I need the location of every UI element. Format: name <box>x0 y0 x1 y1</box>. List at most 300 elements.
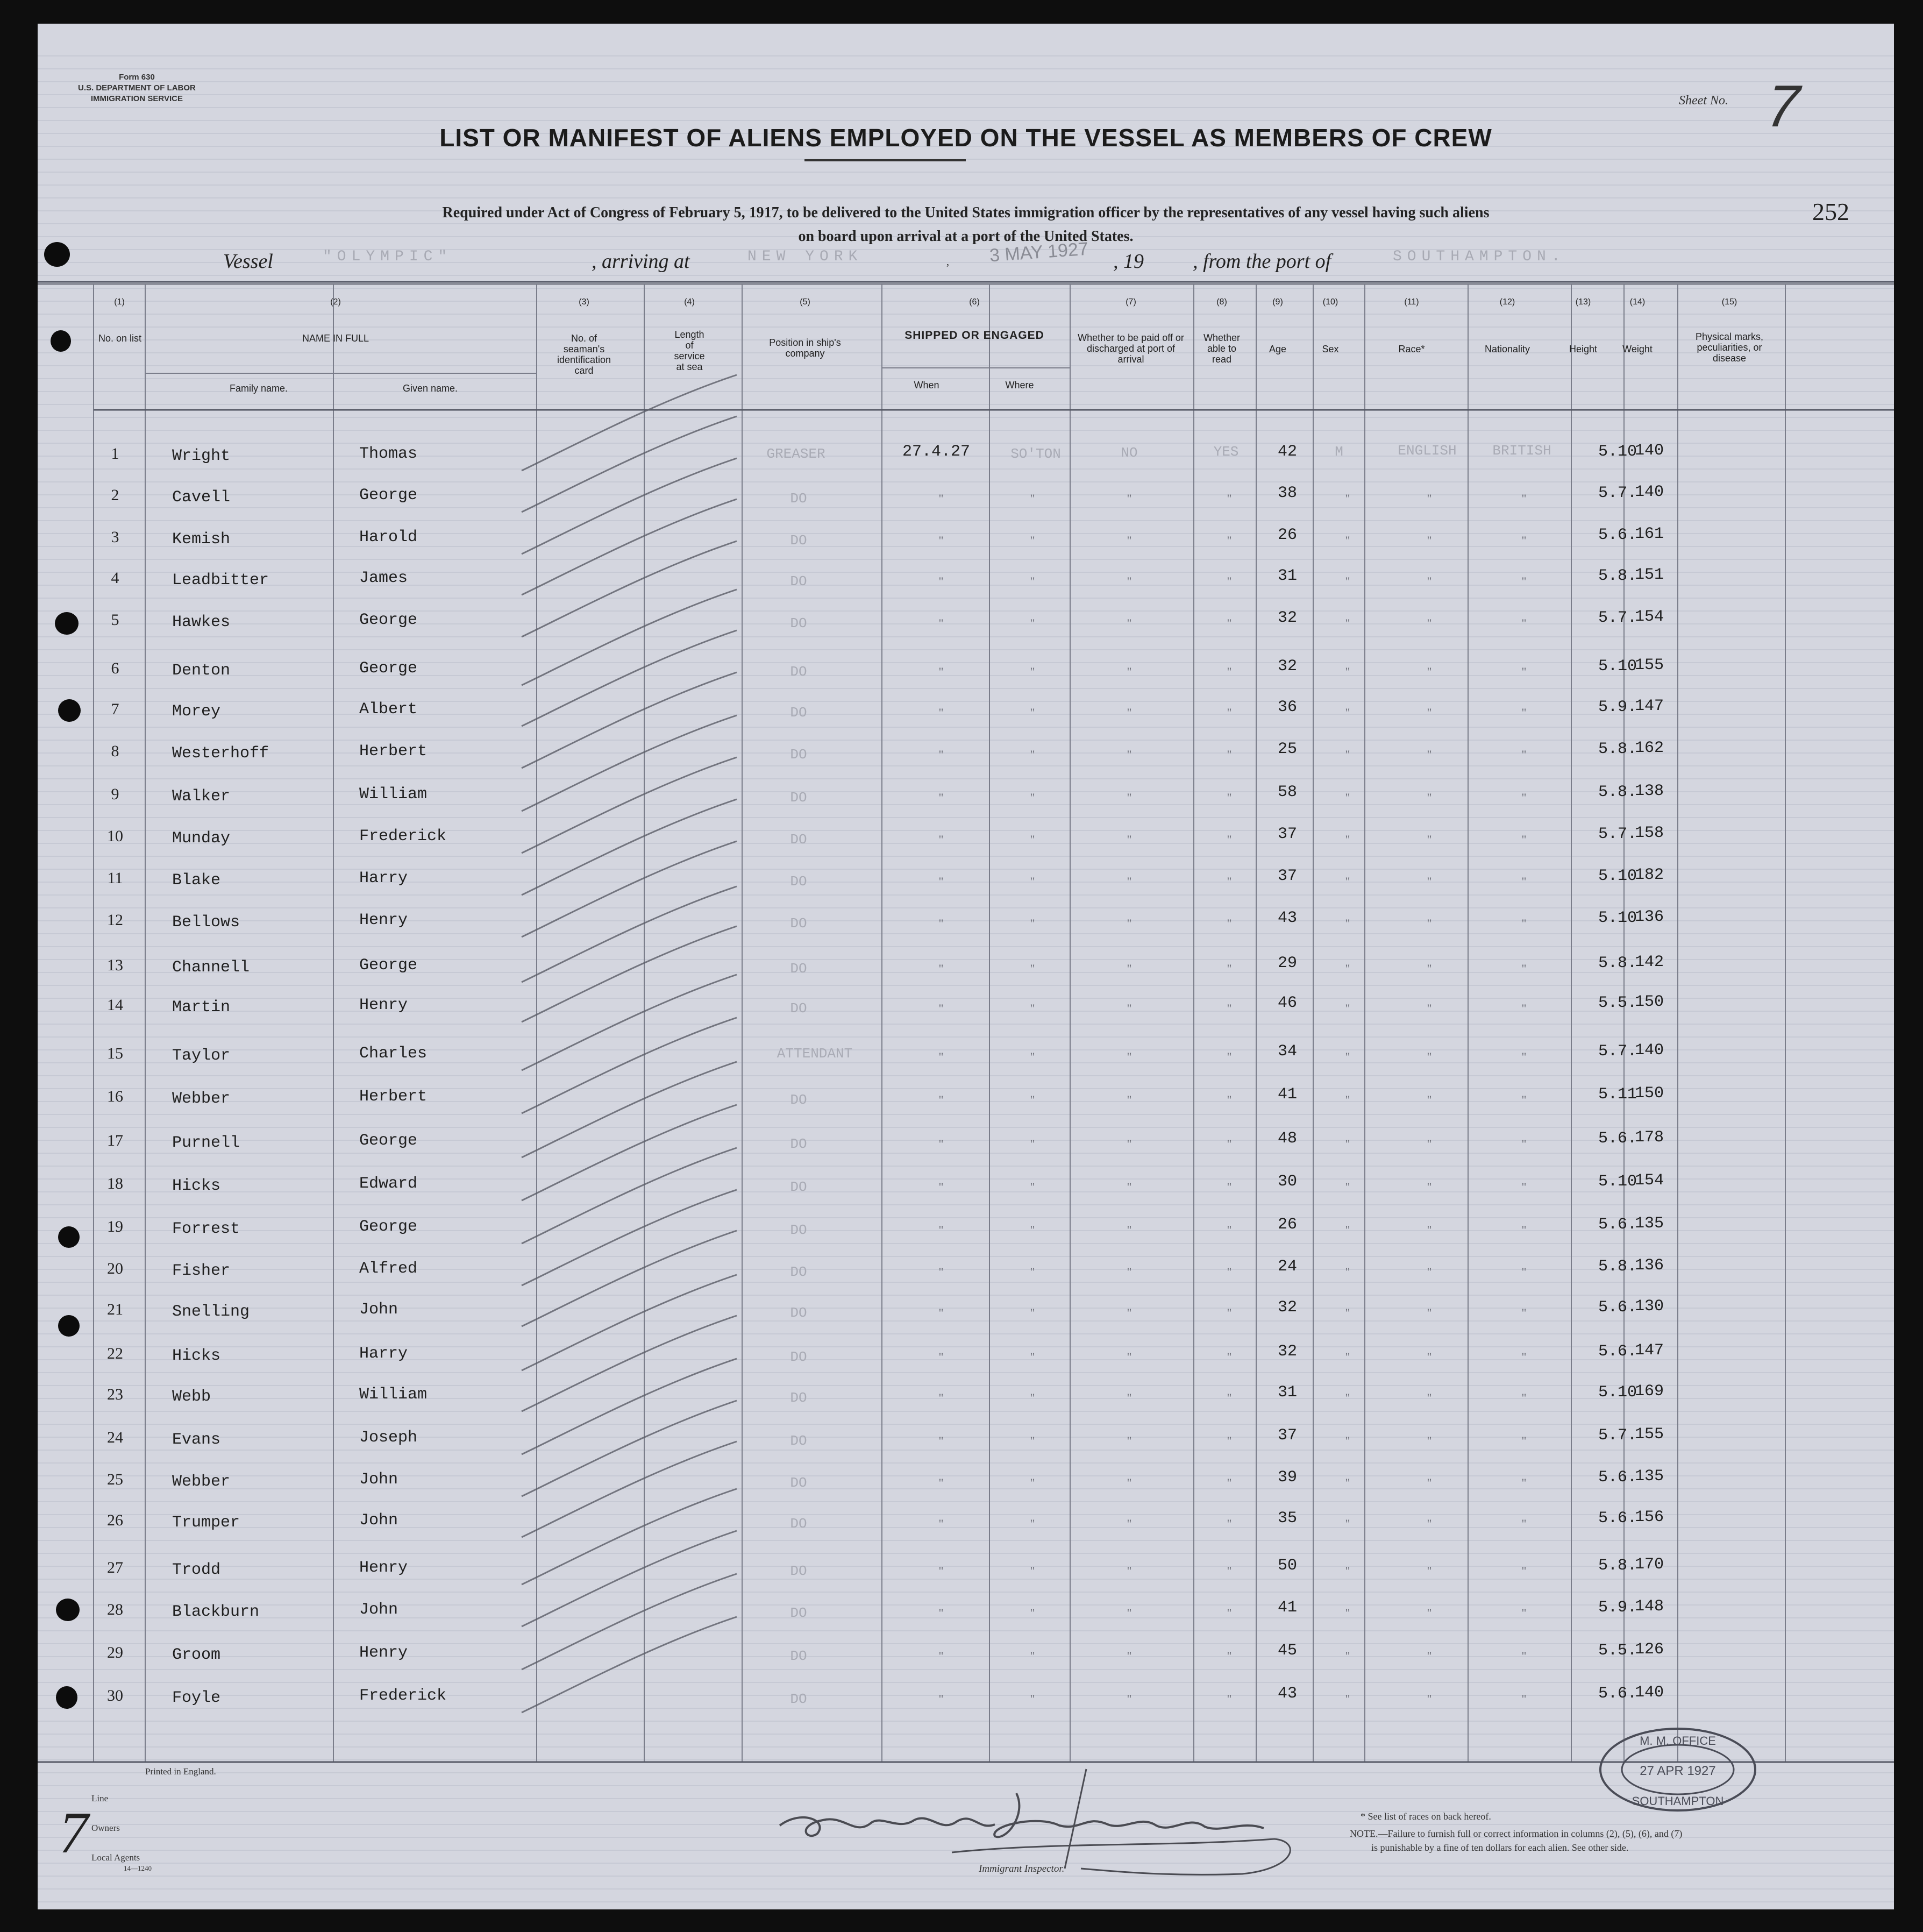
family-name: Hicks <box>172 1347 221 1365</box>
row-number: 1 <box>111 445 119 463</box>
shipped-where-ditto: " <box>1030 1692 1035 1706</box>
paid-off-ditto: " <box>1127 1476 1132 1489</box>
given-name: Joseph <box>359 1429 418 1447</box>
position: DO <box>790 1648 807 1664</box>
sex-ditto: " <box>1345 1050 1350 1063</box>
race-ditto: " <box>1427 492 1432 505</box>
shipped-where-ditto: " <box>1030 616 1035 630</box>
family-name: Purnell <box>172 1134 240 1152</box>
given-name: Edward <box>359 1175 418 1193</box>
office-stamp <box>1597 1727 1758 1813</box>
shipped-when-ditto: " <box>938 1223 944 1237</box>
column-number: (5) <box>800 297 810 307</box>
sex: M <box>1335 444 1343 460</box>
weight: 148 <box>1635 1597 1664 1616</box>
paid-off-ditto: " <box>1127 1564 1132 1578</box>
pencil-check-mark <box>522 541 737 637</box>
able-to-read-ditto: " <box>1227 1093 1232 1106</box>
age: 26 <box>1277 526 1298 544</box>
shipped-when-ditto: " <box>938 1137 944 1150</box>
local-agents-label: Local Agents <box>91 1852 140 1863</box>
able-to-read-ditto: " <box>1227 1517 1232 1530</box>
form-number: Form 630 <box>119 73 155 82</box>
shipped-where-ditto: " <box>1030 1564 1035 1578</box>
race-ditto: " <box>1427 1350 1432 1363</box>
family-name: Morey <box>172 702 221 721</box>
inspector-label: Immigrant Inspector. <box>979 1863 1065 1874</box>
race-ditto: " <box>1427 833 1432 846</box>
given-name: Henry <box>359 996 408 1014</box>
column-number: (2) <box>330 297 341 307</box>
race-ditto: " <box>1427 1050 1432 1063</box>
sex-ditto: " <box>1345 875 1350 888</box>
position: DO <box>790 790 807 806</box>
able-to-read-ditto: " <box>1227 534 1232 547</box>
shipped-when-ditto: " <box>938 706 944 719</box>
pencil-check-mark <box>522 1401 737 1496</box>
able-to-read-ditto: " <box>1227 1350 1232 1363</box>
paid-off-ditto: " <box>1127 706 1132 719</box>
paid-off-ditto: " <box>1127 1517 1132 1530</box>
shipped-when-ditto: " <box>938 1350 944 1363</box>
shipped-where-ditto: " <box>1030 1649 1035 1663</box>
row-number: 13 <box>107 956 123 974</box>
row-number: 17 <box>107 1132 123 1149</box>
age: 31 <box>1277 567 1298 585</box>
column-number: (10) <box>1322 297 1338 307</box>
row-number: 4 <box>111 569 119 587</box>
shipped-when-ditto: " <box>938 574 944 588</box>
given-name: John <box>359 1601 398 1619</box>
height: 5.8. <box>1598 783 1637 801</box>
sex-ditto: " <box>1345 1265 1350 1278</box>
given-name: Frederick <box>359 827 447 846</box>
pencil-check-mark <box>522 630 737 726</box>
sex-ditto: " <box>1345 1137 1350 1150</box>
age: 24 <box>1277 1258 1298 1276</box>
header-name-in-full: NAME IN FULL <box>302 333 369 344</box>
age: 32 <box>1277 609 1298 627</box>
paid-off-ditto: " <box>1127 1265 1132 1278</box>
sheet-label: Sheet No. <box>1679 94 1728 108</box>
paid-off-ditto: " <box>1127 833 1132 846</box>
weight: 155 <box>1635 656 1664 674</box>
position: DO <box>790 1563 807 1579</box>
nationality-ditto: " <box>1521 1434 1527 1447</box>
weight: 150 <box>1635 993 1664 1011</box>
weight: 135 <box>1635 1214 1664 1233</box>
able-to-read-ditto: " <box>1227 1306 1232 1319</box>
given-name: James <box>359 569 408 587</box>
family-name: Fisher <box>172 1262 231 1280</box>
sex-ditto: " <box>1345 1564 1350 1578</box>
nationality-ditto: " <box>1521 1137 1527 1150</box>
sheet-number: 7 <box>1758 73 1809 139</box>
column-number: (13) <box>1575 297 1591 307</box>
height: 5.10 <box>1598 443 1637 461</box>
height: 5.8. <box>1598 1557 1637 1575</box>
position: DO <box>790 1605 807 1621</box>
shipped-when-ditto: " <box>938 1050 944 1063</box>
vessel-label: Vessel <box>223 250 273 273</box>
pencil-check-mark <box>522 1489 737 1585</box>
able-to-read-ditto: " <box>1227 492 1232 505</box>
vessel-name: "OLYMPIC" <box>323 248 453 265</box>
height: 5.6. <box>1598 1343 1637 1361</box>
header-weight: Weight <box>1622 344 1653 354</box>
pencil-check-mark <box>522 1359 737 1454</box>
shipped-when-ditto: " <box>938 1517 944 1530</box>
header-nationality: Nationality <box>1484 344 1530 354</box>
height: 5.10 <box>1598 1173 1637 1191</box>
shipped-where-ditto: " <box>1030 833 1035 846</box>
sex-ditto: " <box>1345 1180 1350 1194</box>
age: 30 <box>1277 1173 1298 1191</box>
row-number: 3 <box>111 528 119 546</box>
shipped-when-ditto: " <box>938 1434 944 1447</box>
shipped-where-ditto: " <box>1030 1517 1035 1530</box>
column-number: (15) <box>1721 297 1737 307</box>
height: 5.6. <box>1598 526 1637 544</box>
height: 5.10 <box>1598 657 1637 676</box>
column-number: (9) <box>1272 297 1283 307</box>
weight: 135 <box>1635 1467 1664 1486</box>
shipped-when-ditto: " <box>938 1306 944 1319</box>
nationality-ditto: " <box>1521 833 1527 846</box>
inspector-signature <box>737 1761 1382 1895</box>
race: ENGLISH <box>1398 443 1457 459</box>
weight: 156 <box>1635 1508 1664 1526</box>
nationality-ditto: " <box>1521 1001 1527 1015</box>
sex-ditto: " <box>1345 1093 1350 1106</box>
service-name: IMMIGRATION SERVICE <box>90 94 183 103</box>
row-number: 26 <box>107 1511 123 1529</box>
weight: 150 <box>1635 1084 1664 1103</box>
position: DO <box>790 1305 807 1321</box>
header-position: Position in ship's company <box>769 337 841 359</box>
line-label: Line <box>91 1793 109 1803</box>
pencil-check-mark <box>522 1531 737 1626</box>
age: 26 <box>1277 1216 1298 1234</box>
family-name: Bellows <box>172 913 240 932</box>
age: 36 <box>1277 698 1298 716</box>
pencil-check-mark <box>522 1617 737 1713</box>
shipped-when-ditto: " <box>938 1265 944 1278</box>
row-number: 2 <box>111 486 119 504</box>
paid-off-ditto: " <box>1127 1093 1132 1106</box>
pencil-check-mark <box>522 672 737 768</box>
able-to-read-ditto: " <box>1227 616 1232 630</box>
age: 32 <box>1277 657 1298 676</box>
nationality-ditto: " <box>1521 706 1527 719</box>
given-name: Harold <box>359 528 418 546</box>
pencil-check-mark <box>522 375 737 471</box>
age: 35 <box>1277 1509 1298 1528</box>
able-to-read-ditto: " <box>1227 962 1232 975</box>
paid-off-ditto: " <box>1127 1306 1132 1319</box>
able-to-read-ditto: " <box>1227 748 1232 761</box>
race-ditto: " <box>1427 962 1432 975</box>
sex-ditto: " <box>1345 1001 1350 1015</box>
paid-off-ditto: " <box>1127 1050 1132 1063</box>
height: 5.6. <box>1598 1509 1637 1528</box>
arriving-label: , arriving at <box>592 250 690 273</box>
age: 29 <box>1277 954 1298 972</box>
header-sex: Sex <box>1322 344 1339 354</box>
weight: 142 <box>1635 953 1664 971</box>
given-name: George <box>359 659 418 678</box>
able-to-read-ditto: " <box>1227 665 1232 678</box>
able-to-read-ditto: " <box>1227 791 1232 804</box>
header-shipped-engaged: SHIPPED OR ENGAGED <box>904 329 1044 342</box>
shipped-where-ditto: " <box>1030 1180 1035 1194</box>
stamp-bottom-text: SOUTHAMPTON <box>1632 1794 1724 1808</box>
given-name: Henry <box>359 1644 408 1662</box>
position: DO <box>790 961 807 977</box>
race-ditto: " <box>1427 1223 1432 1237</box>
given-name: John <box>359 1301 398 1319</box>
header-race: Race* <box>1398 344 1425 354</box>
height: 5.7. <box>1598 609 1637 627</box>
position: DO <box>790 532 807 549</box>
position: DO <box>790 491 807 507</box>
shipped-when-ditto: " <box>938 1564 944 1578</box>
race-ditto: " <box>1427 1606 1432 1620</box>
weight: 169 <box>1635 1382 1664 1401</box>
header-height: Height <box>1569 344 1598 354</box>
nationality: BRITISH <box>1492 443 1551 459</box>
height: 5.8. <box>1598 1258 1637 1276</box>
position: DO <box>790 1516 807 1532</box>
race-ditto: " <box>1427 1391 1432 1404</box>
pencil-check-mark <box>522 1275 737 1370</box>
pencil-check-mark <box>522 926 737 1022</box>
race-ditto: " <box>1427 665 1432 678</box>
nationality-ditto: " <box>1521 1606 1527 1620</box>
sex-ditto: " <box>1345 534 1350 547</box>
sex-ditto: " <box>1345 1223 1350 1237</box>
nationality-ditto: " <box>1521 875 1527 888</box>
paid-off-ditto: " <box>1127 665 1132 678</box>
pencil-check-mark <box>522 757 737 853</box>
position: DO <box>790 573 807 589</box>
race-ditto: " <box>1427 875 1432 888</box>
able-to-read-ditto: " <box>1227 1137 1232 1150</box>
pencil-check-mark <box>522 1148 737 1244</box>
punch-hole <box>51 330 71 352</box>
position: DO <box>790 1264 807 1280</box>
shipped-where-ditto: " <box>1030 962 1035 975</box>
age: 42 <box>1277 443 1298 461</box>
row-number: 20 <box>107 1260 123 1277</box>
punch-hole <box>55 612 79 635</box>
sex-ditto: " <box>1345 1476 1350 1489</box>
comma-mark: , <box>946 256 949 268</box>
able-to-read-ditto: " <box>1227 1692 1232 1706</box>
form-code: 14—1240 <box>124 1864 152 1872</box>
paid-off-ditto: " <box>1127 1434 1132 1447</box>
shipped-where-ditto: " <box>1030 1391 1035 1404</box>
weight: 154 <box>1635 1171 1664 1190</box>
sex-ditto: " <box>1345 748 1350 761</box>
shipped-where-ditto: " <box>1030 1137 1035 1150</box>
shipped-where-ditto: " <box>1030 1265 1035 1278</box>
row-number: 15 <box>107 1045 123 1062</box>
family-name: Webb <box>172 1388 211 1406</box>
punch-hole <box>44 242 70 267</box>
height: 5.10 <box>1598 909 1637 927</box>
shipped-where-ditto: " <box>1030 534 1035 547</box>
pencil-check-mark <box>522 1574 737 1670</box>
shipped-where-ditto: " <box>1030 1001 1035 1015</box>
height: 5.8. <box>1598 740 1637 758</box>
paid-off-ditto: " <box>1127 1649 1132 1663</box>
given-name: Thomas <box>359 445 418 463</box>
row-number: 10 <box>107 827 123 845</box>
given-name: George <box>359 611 418 629</box>
position: DO <box>790 615 807 631</box>
row-number: 25 <box>107 1471 123 1488</box>
row-number: 14 <box>107 996 123 1014</box>
pencil-check-mark <box>522 1316 737 1411</box>
column-number: (8) <box>1216 297 1227 307</box>
position: DO <box>790 1222 807 1238</box>
family-name: Cavell <box>172 488 231 507</box>
able-to-read-ditto: " <box>1227 1001 1232 1015</box>
header-paid-off: Whether to be paid off or discharged at port of arrival <box>1078 332 1184 365</box>
sex-ditto: " <box>1345 1692 1350 1706</box>
row-number: 28 <box>107 1601 123 1618</box>
row-number: 9 <box>111 785 119 803</box>
nationality-ditto: " <box>1521 1093 1527 1106</box>
arrival-date-stamp: 3 MAY 1927 <box>988 238 1089 266</box>
column-number: (14) <box>1629 297 1646 307</box>
height: 5.6. <box>1598 1216 1637 1234</box>
sex-ditto: " <box>1345 574 1350 588</box>
pencil-check-mark <box>522 1105 737 1201</box>
weight: 147 <box>1635 697 1664 715</box>
row-number: 16 <box>107 1088 123 1105</box>
race-ditto: " <box>1427 1692 1432 1706</box>
given-name: Henry <box>359 1559 408 1577</box>
pencil-check-mark <box>522 715 737 811</box>
shipped-when-ditto: " <box>938 875 944 888</box>
shipped-where-ditto: " <box>1030 574 1035 588</box>
nationality-ditto: " <box>1521 616 1527 630</box>
position: GREASER <box>766 446 825 462</box>
shipped-where-ditto: " <box>1030 875 1035 888</box>
stamp-date: 27 APR 1927 <box>1640 1764 1716 1778</box>
race-ditto: " <box>1427 1137 1432 1150</box>
shipped-where-ditto: " <box>1030 1050 1035 1063</box>
age: 39 <box>1277 1468 1298 1487</box>
position: DO <box>790 1179 807 1195</box>
pencil-check-mark <box>522 1231 737 1326</box>
sex-ditto: " <box>1345 1649 1350 1663</box>
age: 31 <box>1277 1383 1298 1402</box>
family-name: Taylor <box>172 1047 231 1065</box>
shipped-when-ditto: " <box>938 1692 944 1706</box>
position: DO <box>790 1349 807 1365</box>
able-to-read-ditto: " <box>1227 1050 1232 1063</box>
paid-off-ditto: " <box>1127 534 1132 547</box>
header-physical-marks: Physical marks, peculiarities, or disease <box>1695 331 1764 364</box>
race-ditto: " <box>1427 1517 1432 1530</box>
position: DO <box>790 1433 807 1449</box>
family-name: Blake <box>172 871 221 890</box>
shipped-where-ditto: " <box>1030 1306 1035 1319</box>
able-to-read-ditto: " <box>1227 1180 1232 1194</box>
paid-off-ditto: " <box>1127 962 1132 975</box>
height: 5.6. <box>1598 1468 1637 1487</box>
family-name: Trodd <box>172 1561 221 1579</box>
family-name: Evans <box>172 1431 221 1449</box>
pencil-check-mark <box>522 589 737 685</box>
sex-ditto: " <box>1345 616 1350 630</box>
nationality-ditto: " <box>1521 917 1527 930</box>
age: 43 <box>1277 1685 1298 1703</box>
height: 5.5. <box>1598 1642 1637 1660</box>
age: 25 <box>1277 740 1298 758</box>
shipped-when-ditto: " <box>938 962 944 975</box>
age: 46 <box>1277 994 1298 1012</box>
family-name: Hawkes <box>172 613 231 631</box>
weight: 161 <box>1635 525 1664 543</box>
height: 5.11 <box>1598 1085 1637 1104</box>
sex-ditto: " <box>1345 1434 1350 1447</box>
age: 45 <box>1277 1642 1298 1660</box>
sex-ditto: " <box>1345 1306 1350 1319</box>
pencil-check-mark <box>522 975 737 1070</box>
shipped-where-ditto: " <box>1030 917 1035 930</box>
given-name: George <box>359 486 418 505</box>
shipped-when-ditto: " <box>938 1649 944 1663</box>
header-length-service: Length of service at sea <box>674 329 705 372</box>
pencil-check-mark <box>522 886 737 982</box>
sex-ditto: " <box>1345 1391 1350 1404</box>
column-number: (11) <box>1404 297 1419 307</box>
paid-off: NO <box>1121 445 1138 461</box>
given-name: Harry <box>359 869 408 887</box>
department-name: U.S. DEPARTMENT OF LABOR <box>78 83 196 93</box>
sex-ditto: " <box>1345 492 1350 505</box>
shipped-where-ditto: " <box>1030 665 1035 678</box>
header-family-name: Family name. <box>229 383 288 394</box>
paid-off-ditto: " <box>1127 1137 1132 1150</box>
nationality-ditto: " <box>1521 1180 1527 1194</box>
row-number: 19 <box>107 1218 123 1235</box>
nationality-ditto: " <box>1521 1223 1527 1237</box>
height: 5.8. <box>1598 567 1637 585</box>
able-to-read-ditto: " <box>1227 1434 1232 1447</box>
printed-in-england: Printed in England. <box>145 1766 216 1777</box>
paid-off-ditto: " <box>1127 875 1132 888</box>
race-ditto: " <box>1427 748 1432 761</box>
race-ditto: " <box>1427 574 1432 588</box>
given-name: Albert <box>359 700 418 719</box>
age: 58 <box>1277 783 1298 801</box>
column-number: (1) <box>114 297 125 307</box>
row-number: 21 <box>107 1301 123 1318</box>
shipped-where-ditto: " <box>1030 748 1035 761</box>
family-name: Westerhoff <box>172 744 269 763</box>
age: 34 <box>1277 1042 1298 1061</box>
nationality-ditto: " <box>1521 1517 1527 1530</box>
age: 41 <box>1277 1599 1298 1617</box>
height: 5.7. <box>1598 825 1637 843</box>
position: DO <box>790 1691 807 1707</box>
height: 5.9. <box>1598 698 1637 716</box>
